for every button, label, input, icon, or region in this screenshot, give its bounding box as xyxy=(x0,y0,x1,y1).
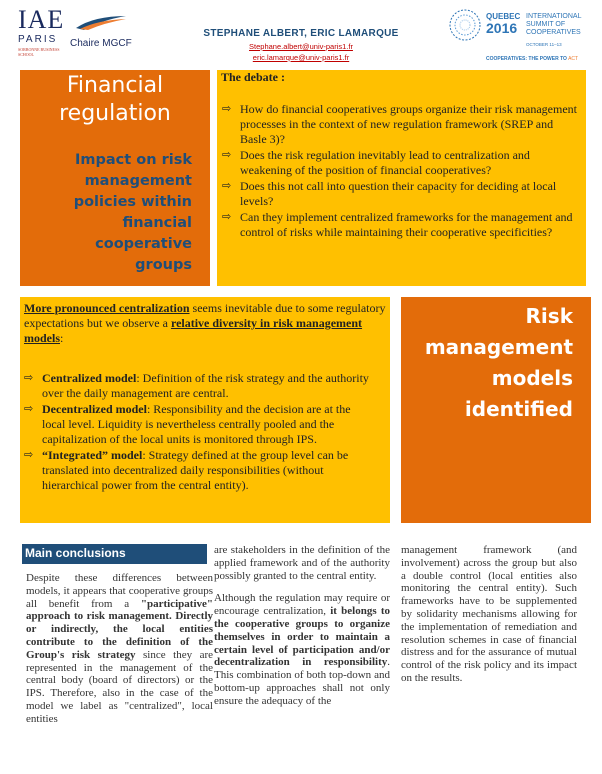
debate-heading: The debate : xyxy=(221,70,285,84)
model-description: : Definition of the risk strategy and the authority over the daily management are central. xyxy=(42,371,369,400)
debate-question: How do financial cooperatives groups organize their risk management processes in the context of new regulation framework (SREP and Basle 3)? xyxy=(240,102,578,146)
intro-end: : xyxy=(60,331,64,345)
iae-paris-logo xyxy=(18,5,70,57)
slogan-accent: ACT xyxy=(568,56,579,62)
list-item xyxy=(24,402,370,447)
arrow-right-icon: ⇨ xyxy=(24,372,34,384)
bold-run: "participative" approach to risk management. Directly or indirectly, the local entities contribute to the definition of the Group's risk strategy xyxy=(26,597,213,661)
list-item xyxy=(222,179,580,209)
title-box xyxy=(20,70,210,286)
summit-name: INTERNATIONAL SUMMIT OF COOPERATIVES xyxy=(526,13,582,36)
summit-city: QUEBEC xyxy=(486,12,521,21)
iae-tagline: SORBONNE BUSINESS SCHOOL xyxy=(18,47,60,57)
intro-strong-centralization: More pronounced centralization xyxy=(24,301,190,315)
arrow-right-icon: ⇨ xyxy=(24,403,34,415)
risk-models-title: Risk management models identified xyxy=(424,304,573,421)
email-link-albert[interactable]: Stephane.albert@univ-paris1.fr xyxy=(249,42,353,51)
summit-logo xyxy=(448,8,594,66)
centralization-intro xyxy=(24,301,386,346)
iae-logo-text: IAE xyxy=(18,5,65,34)
list-item xyxy=(222,148,580,178)
centralization-box xyxy=(20,297,390,523)
debate-question: Does the risk regulation inevitably lead to centralization and weakening of the position of financial cooperatives? xyxy=(240,148,530,177)
debate-box xyxy=(217,70,586,286)
poster-subtitle: Impact on risk management policies within financial cooperative groups xyxy=(73,152,192,273)
arrow-right-icon: ⇨ xyxy=(222,180,232,192)
debate-question: Does this not call into question their capacity for deciding at local levels? xyxy=(240,179,557,208)
summit-dates: OCTOBER 11–13 xyxy=(526,42,562,47)
poster-title: Financial regulation xyxy=(59,73,171,126)
text-run: since they are represented in the management of the central body (board of directors) or the IPS. Therefore, also in the case of the model we label as "centralized", local entities xyxy=(26,648,213,725)
arrow-right-icon: ⇨ xyxy=(222,211,232,223)
model-name: Decentralized model xyxy=(42,402,147,416)
bold-run: it belongs to the cooperative groups to organize themselves in order to maintain a certain level of participation and/or decentralization in responsibility xyxy=(214,605,390,669)
list-item xyxy=(24,448,370,493)
debate-question: Can they implement centralized frameworks for the management and control of risks while maintaining their cooperative specificities? xyxy=(240,210,573,239)
text-run: . This combination of both top-down and bottom-up approaches shall not only ensure the adequacy of the xyxy=(214,656,390,707)
paragraph: are stakeholders in the definition of the applied framework and of the authority possibly granted to the central entity. xyxy=(214,544,390,582)
slogan-text: COOPERATIVES: THE POWER TO xyxy=(486,56,567,62)
model-description: : Responsibility and the decision are at the local level. Liquidity is nevertheless centrally pooled and the capitalization of the local units is monitored through IPS. xyxy=(42,402,351,446)
summit-year: 2016 xyxy=(486,20,518,36)
mgcf-label: Chaire MGCF xyxy=(70,38,132,49)
risk-models-box xyxy=(401,297,591,523)
debate-list xyxy=(222,102,580,241)
authors: STEPHANE ALBERT, ERIC LAMARQUE xyxy=(203,28,399,39)
list-item xyxy=(222,210,580,240)
conclusions-heading xyxy=(22,544,207,564)
conclusions-heading-text: Main conclusions xyxy=(25,546,126,560)
text-run: Despite these differences between models, it appears that cooperative groups all benefit from a xyxy=(26,572,213,610)
list-item xyxy=(222,102,580,147)
model-description: : Strategy defined at the group level can be translated into decentralized daily responsibilities (without hierarchical power from the central entity). xyxy=(42,448,349,492)
summit-slogan xyxy=(486,56,578,62)
intro-text: seems inevitable due to some regulatory expectations but we observe a xyxy=(24,301,386,330)
paragraph xyxy=(214,592,390,707)
arrow-right-icon: ⇨ xyxy=(24,449,34,461)
paris-logo-text: PARIS xyxy=(18,34,58,45)
model-name: Centralized model xyxy=(42,371,137,385)
arrow-right-icon: ⇨ xyxy=(222,103,232,115)
swoosh-icon xyxy=(74,14,128,30)
conclusions-column-2 xyxy=(214,544,390,718)
conclusions-column-3 xyxy=(401,544,577,695)
chaire-mgcf-logo xyxy=(70,14,134,54)
text-run: Although the regulation may require or encourage centralization, xyxy=(214,592,390,618)
model-name: “Integrated” model xyxy=(42,448,143,462)
arrow-right-icon: ⇨ xyxy=(222,149,232,161)
intro-strong-diversity: relative diversity in risk management models xyxy=(24,316,363,345)
models-list xyxy=(24,371,370,494)
globe-icon xyxy=(448,8,482,42)
paragraph xyxy=(26,572,213,726)
list-item xyxy=(24,371,370,401)
conclusions-column-1 xyxy=(26,572,213,736)
email-link-lamarque[interactable]: eric.lamarque@univ-paris1.fr xyxy=(252,53,350,62)
paragraph: management framework (and involvement) across the group but also a double control (local entities also monitoring the central entity). Such frameworks have to be supplemented by solidarity mechanisms allowing for the implementation of remediation and resolution schemes in case of financial distress and for the assurance of mutual control of the risk policy and its impact on the results. xyxy=(401,544,577,684)
